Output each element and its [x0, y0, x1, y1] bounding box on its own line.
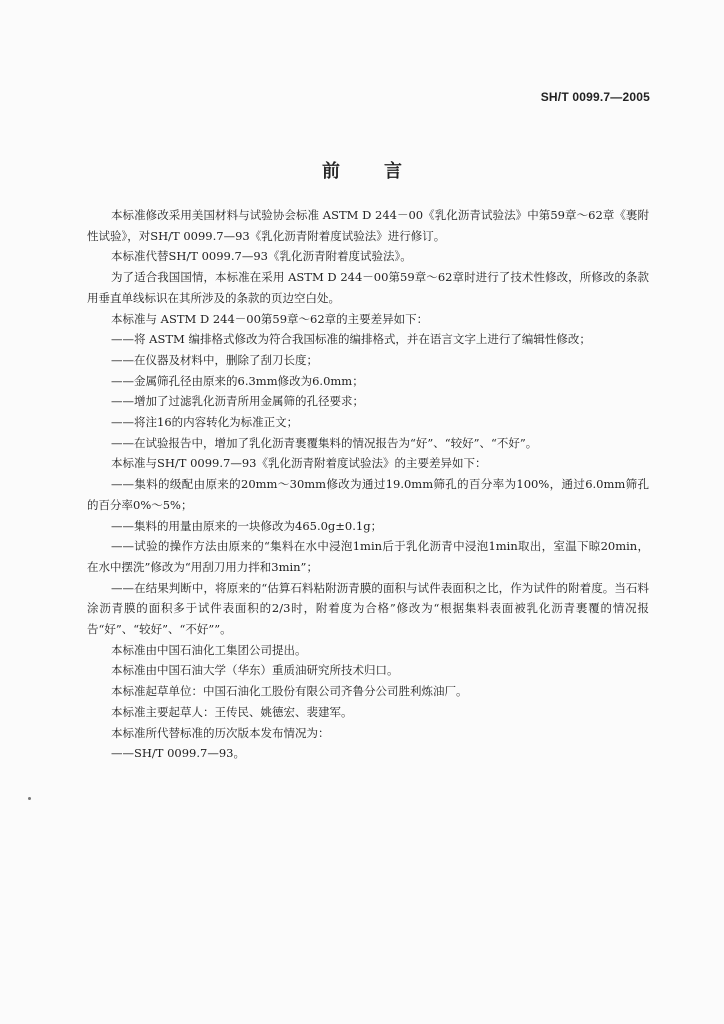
- paragraph: 本标准与 ASTM D 244－00第59章～62章的主要差异如下：: [111, 311, 429, 326]
- foreword-body: [87, 205, 649, 764]
- paragraph: 本标准修改采用美国材料与试验协会标准 ASTM D 244－00《乳化沥青试验法》中第59章～62章《裹附性试验》，对SH/T 0099.7—93《乳化沥青附着度试验法》进行修订。: [87, 208, 649, 243]
- list-item: ——在仪器及材料中，删除了刮刀长度；: [111, 352, 318, 367]
- standard-code: SH/T 0099.7—2005: [540, 90, 650, 104]
- list-item: ——SH/T 0099.7—93。: [111, 746, 245, 761]
- paragraph: 本标准主要起草人：王传民、姚德宏、裴建军。: [111, 704, 353, 719]
- list-item: ——增加了过滤乳化沥青所用金属筛的孔径要求；: [111, 394, 364, 409]
- paragraph: 本标准代替SH/T 0099.7—93《乳化沥青附着度试验法》。: [111, 249, 412, 264]
- paragraph: 本标准与SH/T 0099.7—93《乳化沥青附着度试验法》的主要差异如下：: [111, 456, 487, 471]
- margin-dot: [28, 797, 31, 800]
- list-item: ——集料的用量由原来的一块修改为465.0g±0.1g；: [111, 518, 383, 533]
- title-char-1: 前: [322, 161, 340, 182]
- list-item: ——将注16的内容转化为标准正文；: [111, 415, 299, 430]
- paragraph: 本标准由中国石油化工集团公司提出。: [111, 642, 307, 657]
- page-title: [0, 157, 724, 183]
- paragraph: 为了适合我国国情，本标准在采用 ASTM D 244－00第59章～62章时进行了技术性修改，所修改的条款用垂直单线标识在其所涉及的条款的页边空白处。: [87, 270, 649, 305]
- list-item: ——金属筛孔径由原来的6.3mm修改为6.0mm；: [111, 373, 364, 388]
- paragraph: 本标准所代替标准的历次版本发布情况为：: [111, 725, 330, 740]
- list-item: ——将 ASTM 编排格式修改为符合我国标准的编排格式，并在语言文字上进行了编辑性修改；: [111, 332, 591, 347]
- list-item: ——在结果判断中，将原来的“估算石料粘附沥青膜的面积与试件表面积之比，作为试件的附着度。当石料涂沥青膜的面积多于试件表面积的2/3时，附着度为合格”修改为“根据集料表面被乳化沥青裹覆的情况报告“好”、“较好”、“不好””。: [87, 580, 649, 637]
- list-item: ——集料的级配由原来的20mm～30mm修改为通过19.0mm筛孔的百分率为100%，通过6.0mm筛孔的百分率0%～5%；: [87, 477, 649, 512]
- list-item: ——在试验报告中，增加了乳化沥青裹覆集料的情况报告为“好”、“较好”、“不好”。: [111, 435, 538, 450]
- list-item: ——试验的操作方法由原来的“集料在水中浸泡1min后于乳化沥青中浸泡1min取出，室温下晾20min，在水中摆洗”修改为“用刮刀用力拌和3min”；: [87, 539, 649, 574]
- paragraph: 本标准起草单位：中国石油化工股份有限公司齐鲁分公司胜利炼油厂。: [111, 684, 468, 699]
- paragraph: 本标准由中国石油大学（华东）重质油研究所技术归口。: [111, 663, 399, 678]
- title-char-2: 言: [384, 161, 402, 182]
